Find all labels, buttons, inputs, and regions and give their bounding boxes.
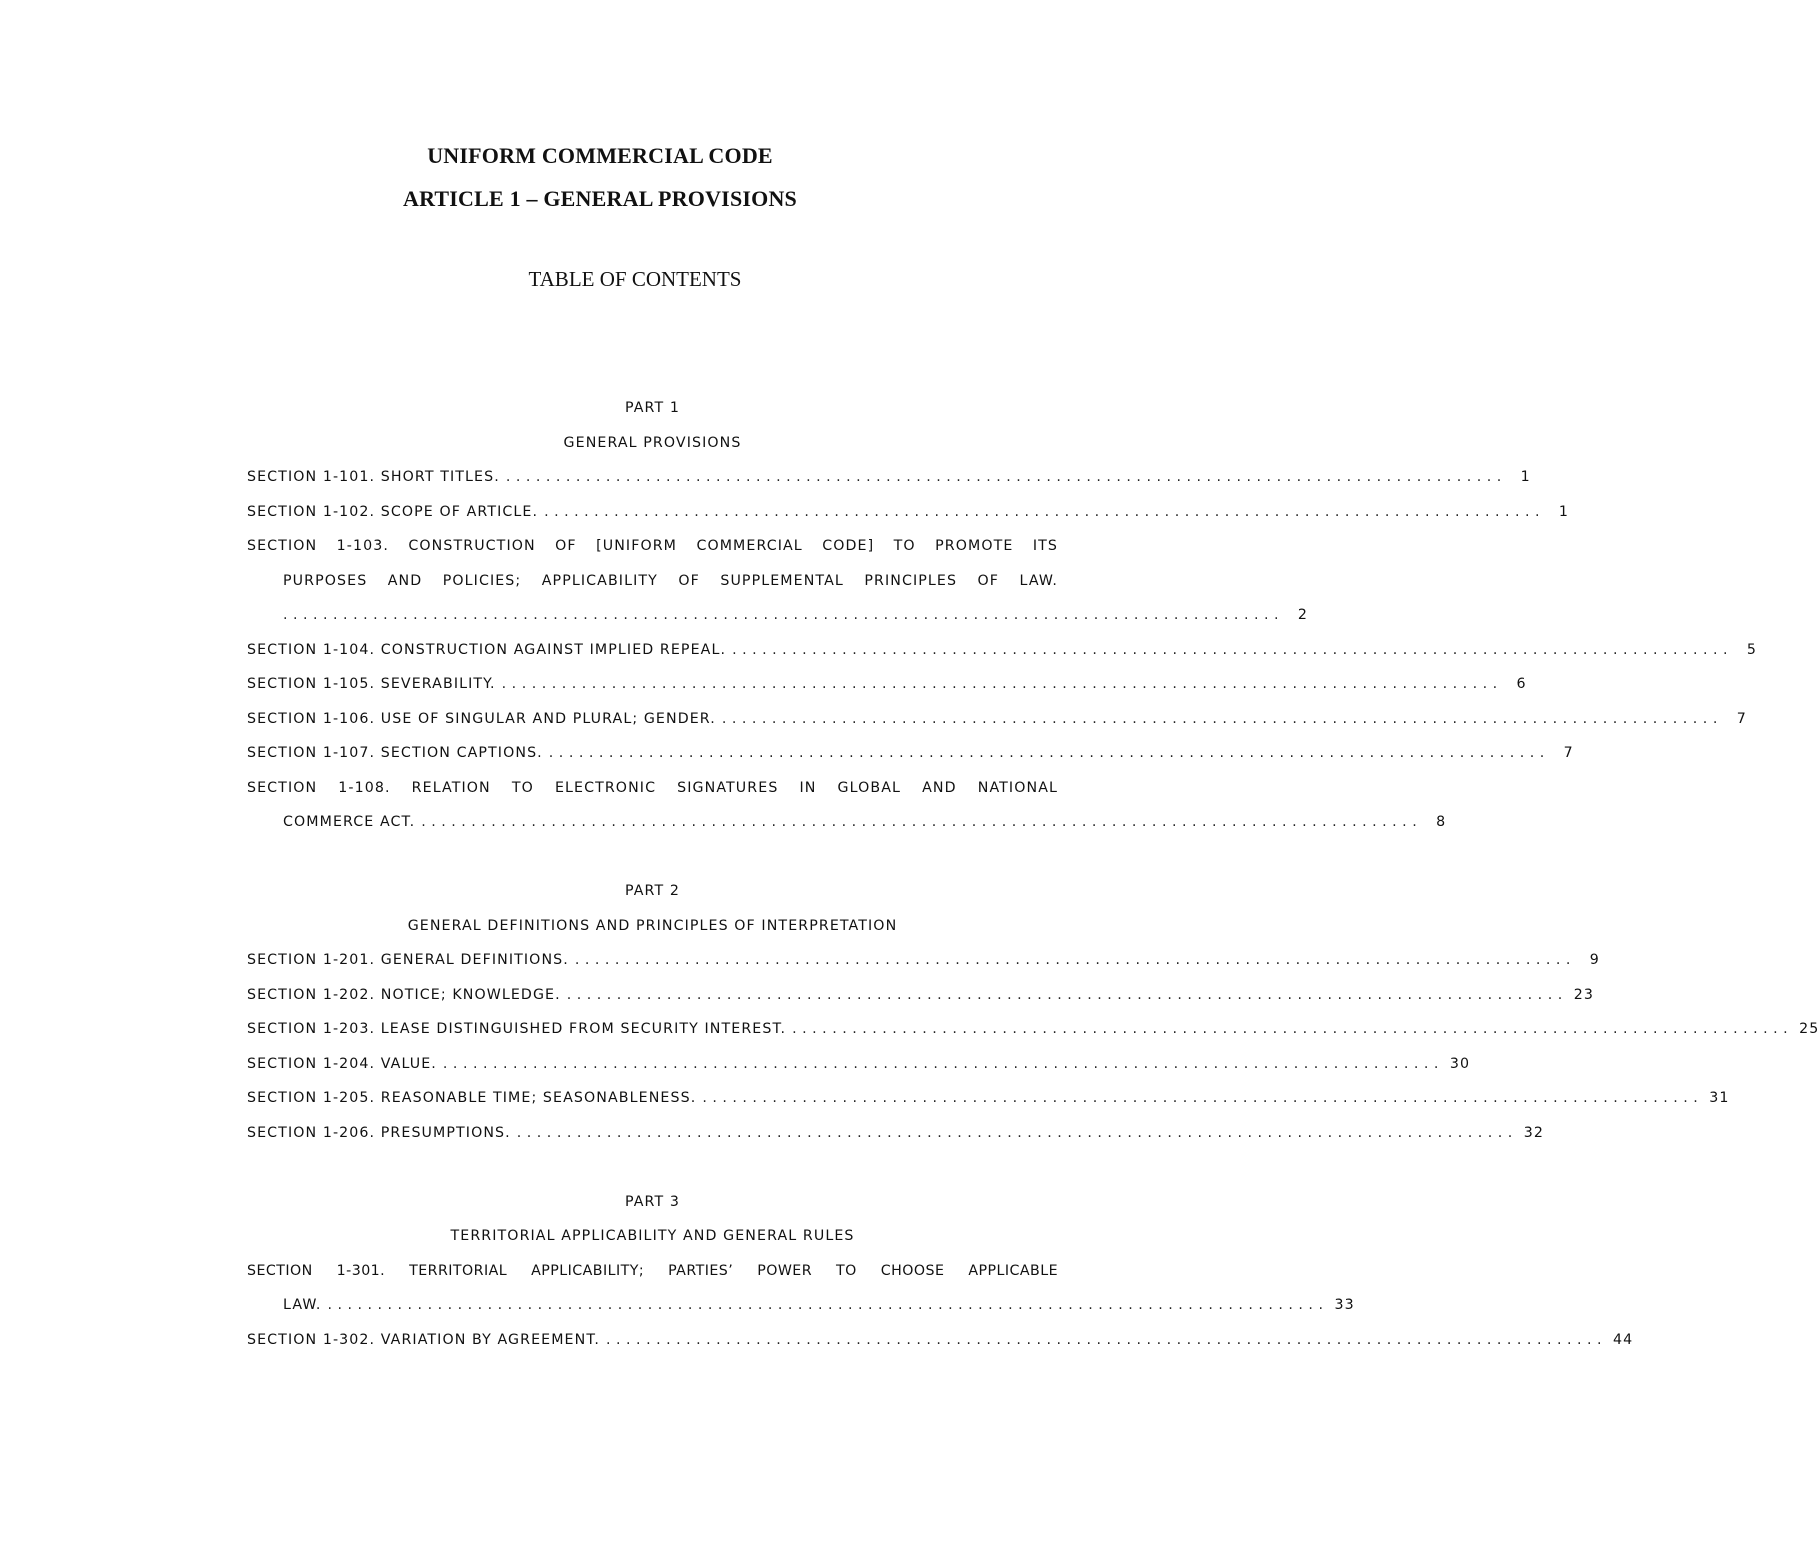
entry-title: SECTION 1-104. CONSTRUCTION AGAINST IMPLIED REPEAL. xyxy=(247,641,727,658)
dot-leader: .................................................................................................... xyxy=(606,1331,1608,1348)
dot-leader: .................................................................................................... xyxy=(732,641,1734,658)
toc-entry-1-106[interactable] xyxy=(247,702,1747,737)
document-title: UNIFORM COMMERCIAL CODE xyxy=(427,143,773,168)
entry-title: SECTION 1-103. CONSTRUCTION OF [UNIFORM COMMERCIAL CODE] TO PROMOTE ITS xyxy=(247,538,1058,554)
toc-heading: TABLE OF CONTENTS xyxy=(528,267,742,291)
entry-title: SECTION 1-201. GENERAL DEFINITIONS. xyxy=(247,952,569,968)
entry-page: 1 xyxy=(1520,469,1531,485)
toc-entry-1-105[interactable] xyxy=(247,667,1527,702)
entry-title: SECTION 1-107. SECTION CAPTIONS. xyxy=(247,745,543,761)
toc-entry-1-104[interactable] xyxy=(247,633,1758,668)
entry-title: SECTION 1-106. USE OF SINGULAR AND PLURAL; GENDER. xyxy=(247,710,716,727)
dot-leader: .................................................................................................... xyxy=(516,1124,1518,1141)
dot-leader: .................................................................................................... xyxy=(505,469,1507,485)
toc-entry-1-103-page[interactable] xyxy=(247,598,1308,633)
dot-leader: .................................................................................................... xyxy=(548,745,1550,761)
entry-title: SECTION 1-203. LEASE DISTINGUISHED FROM SECURITY INTEREST. xyxy=(247,1021,787,1037)
entry-title: SECTION 1-105. SEVERABILITY. xyxy=(247,676,496,692)
entry-page: 33 xyxy=(1334,1297,1355,1313)
dot-leader: .................................................................................................... xyxy=(283,607,1284,623)
entry-page: 9 xyxy=(1589,952,1600,968)
entry-title-continued: COMMERCE ACT. xyxy=(283,814,416,830)
toc-entry-1-102[interactable] xyxy=(247,495,1570,530)
dot-leader: .................................................................................................... xyxy=(574,952,1576,968)
entry-title-continued: PURPOSES AND POLICIES; APPLICABILITY OF SUPPLEMENTAL PRINCIPLES OF LAW. xyxy=(283,572,1058,589)
part-3 xyxy=(247,1185,1634,1358)
entry-page: 5 xyxy=(1746,641,1758,658)
entry-title: SECTION 1-202. NOTICE; KNOWLEDGE. xyxy=(247,986,561,1003)
dot-leader: .................................................................................................... xyxy=(442,1055,1444,1072)
dot-leader: .................................................................................................... xyxy=(327,1297,1329,1313)
dot-leader: .................................................................................................... xyxy=(792,1021,1794,1037)
entry-page: 25 xyxy=(1799,1021,1819,1037)
entry-page: 32 xyxy=(1523,1124,1545,1141)
entry-title: SECTION 1-101. SHORT TITLES. xyxy=(247,469,500,485)
entry-page: 2 xyxy=(1297,607,1308,623)
toc-entry-1-107[interactable] xyxy=(247,736,1574,771)
entry-title: SECTION 1-102. SCOPE OF ARTICLE. xyxy=(247,503,539,520)
entry-page: 7 xyxy=(1736,710,1747,727)
dot-leader: .................................................................................................... xyxy=(421,814,1423,830)
toc-entry-1-103[interactable] xyxy=(247,529,1058,564)
entry-page: 44 xyxy=(1613,1331,1634,1348)
dot-leader: .................................................................................................... xyxy=(566,986,1568,1003)
entry-title: SECTION 1-205. REASONABLE TIME; SEASONABLENESS. xyxy=(247,1090,697,1106)
entry-page: 8 xyxy=(1436,814,1447,830)
article-title: ARTICLE 1 – GENERAL PROVISIONS xyxy=(403,186,797,211)
entry-page: 30 xyxy=(1449,1055,1471,1072)
table-of-contents xyxy=(247,391,1819,1392)
toc-entry-1-302[interactable] xyxy=(247,1323,1634,1358)
entry-page: 1 xyxy=(1558,503,1570,520)
toc-entry-1-101[interactable] xyxy=(247,460,1531,495)
entry-title: SECTION 1-108. RELATION TO ELECTRONIC SIGNATURES IN GLOBAL AND NATIONAL xyxy=(247,779,1058,796)
entry-title-continued: LAW. xyxy=(283,1297,322,1313)
toc-entry-1-108-cont[interactable] xyxy=(247,805,1447,840)
part-number: PART 1 xyxy=(625,400,680,416)
part-title: TERRITORIAL APPLICABILITY AND GENERAL RULES xyxy=(450,1228,855,1244)
entry-title: SECTION 1-302. VARIATION BY AGREEMENT. xyxy=(247,1331,601,1348)
toc-entry-1-103-cont[interactable] xyxy=(247,564,1058,599)
dot-leader: .................................................................................................... xyxy=(501,676,1503,692)
dot-leader: .................................................................................................... xyxy=(544,503,1546,520)
toc-entry-1-202[interactable] xyxy=(247,978,1594,1013)
part-title: GENERAL DEFINITIONS AND PRINCIPLES OF INTERPRETATION xyxy=(407,917,898,934)
part-number: PART 2 xyxy=(625,883,680,899)
entry-page: 7 xyxy=(1563,745,1574,761)
toc-entry-1-301[interactable] xyxy=(247,1254,1058,1289)
entry-page: 23 xyxy=(1573,986,1594,1003)
toc-entry-1-301-cont[interactable] xyxy=(247,1288,1355,1323)
part-2 xyxy=(247,874,1819,1150)
part-number: PART 3 xyxy=(625,1193,680,1210)
toc-entry-1-205[interactable] xyxy=(247,1081,1730,1116)
entry-title: SECTION 1-204. VALUE. xyxy=(247,1055,437,1072)
toc-entry-1-108[interactable] xyxy=(247,771,1058,806)
part-1 xyxy=(247,391,1758,840)
entry-page: 6 xyxy=(1516,676,1527,692)
entry-title: SECTION 1-206. PRESUMPTIONS. xyxy=(247,1124,511,1141)
toc-entry-1-206[interactable] xyxy=(247,1116,1545,1151)
toc-entry-1-204[interactable] xyxy=(247,1047,1471,1082)
toc-entry-1-203[interactable] xyxy=(247,1012,1819,1047)
part-title: GENERAL PROVISIONS xyxy=(563,434,742,451)
entry-title: SECTION 1-301. TERRITORIAL APPLICABILITY; PARTIES’ POWER TO CHOOSE APPLICABLE xyxy=(247,1262,1058,1279)
toc-entry-1-201[interactable] xyxy=(247,943,1600,978)
entry-page: 31 xyxy=(1709,1090,1730,1106)
dot-leader: .................................................................................................... xyxy=(702,1090,1704,1106)
dot-leader: .................................................................................................... xyxy=(721,710,1723,727)
